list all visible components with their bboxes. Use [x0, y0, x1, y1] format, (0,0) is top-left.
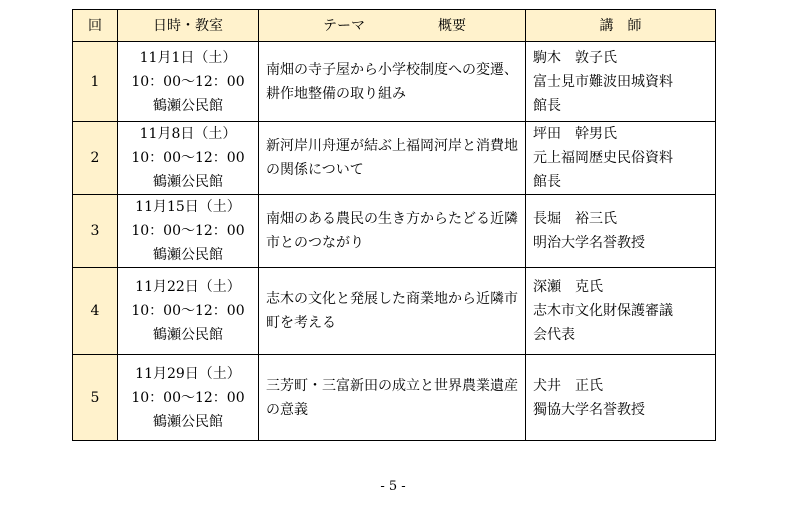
lecturer-cell	[526, 268, 716, 355]
round-number: 5	[73, 355, 118, 441]
session-date: 11月8日（土）	[139, 126, 237, 142]
datetime-cell	[118, 122, 259, 195]
datetime-cell	[118, 268, 259, 355]
session-date: 11月22日（土）	[135, 279, 241, 295]
session-place: 鶴瀬公民館	[153, 174, 223, 190]
table-row	[73, 268, 716, 355]
session-date: 11月29日（土）	[135, 365, 241, 382]
session-place: 鶴瀬公民館	[153, 247, 223, 263]
lecturer-cell	[526, 355, 716, 441]
session-place: 鶴瀬公民館	[153, 413, 223, 430]
table-header-row	[73, 10, 716, 42]
lecture-schedule-table	[72, 9, 716, 441]
lecturer-title-cont: 会代表	[533, 327, 575, 343]
header-lecturer: 講 師	[526, 10, 716, 42]
session-date: 11月1日（土）	[139, 49, 237, 66]
round-number: 3	[73, 195, 118, 268]
session-time: 10：00～12：00	[131, 303, 245, 319]
lecturer-name: 坪田 幹男氏	[533, 126, 617, 142]
table-row	[73, 355, 716, 441]
theme-cell: 南畑の寺子屋から小学校制度への変遷、耕作地整備の取り組み	[259, 42, 526, 122]
lecturer-cell	[526, 122, 716, 195]
datetime-cell	[118, 42, 259, 122]
header-summary: 概要	[438, 17, 466, 34]
lecturer-name: 駒木 敦子氏	[533, 49, 617, 66]
session-place: 鶴瀬公民館	[153, 97, 223, 114]
lecturer-title: 明治大学名誉教授	[533, 235, 645, 251]
lecturer-name: 犬井 正氏	[533, 377, 603, 394]
page-number: - 5 -	[380, 479, 406, 494]
session-time: 10：00～12：00	[131, 150, 245, 166]
lecturer-title-cont: 館長	[533, 97, 561, 114]
header-theme: テーマ	[323, 17, 365, 34]
table-row	[73, 122, 716, 195]
lecturer-name: 長堀 裕三氏	[533, 211, 617, 227]
round-number: 2	[73, 122, 118, 195]
session-time: 10：00～12：00	[131, 389, 245, 406]
theme-cell: 南畑のある農民の生き方からたどる近隣市とのつながり	[259, 195, 526, 268]
lecturer-name: 深瀬 克氏	[533, 279, 603, 295]
theme-cell: 新河岸川舟運が結ぶ上福岡河岸と消費地の関係について	[259, 122, 526, 195]
theme-cell: 三芳町・三富新田の成立と世界農業遺産の意義	[259, 355, 526, 441]
header-round: 回	[73, 10, 118, 42]
session-place: 鶴瀬公民館	[153, 327, 223, 343]
round-number: 1	[73, 42, 118, 122]
datetime-cell	[118, 195, 259, 268]
header-datetime-room: 日時・教室	[118, 10, 259, 42]
table-row	[73, 195, 716, 268]
table-row	[73, 42, 716, 122]
lecturer-title-cont: 館長	[533, 174, 561, 190]
round-number: 4	[73, 268, 118, 355]
session-time: 10：00～12：00	[131, 223, 245, 239]
lecturer-title: 富士見市難波田城資料	[533, 73, 673, 90]
datetime-cell	[118, 355, 259, 441]
lecturer-title: 獨協大学名誉教授	[533, 401, 645, 418]
session-date: 11月15日（土）	[135, 199, 241, 215]
lecturer-title: 志木市文化財保護審議	[533, 303, 673, 319]
lecturer-cell	[526, 195, 716, 268]
session-time: 10：00～12：00	[131, 73, 245, 90]
header-theme-summary	[259, 10, 526, 42]
lecturer-cell	[526, 42, 716, 122]
lecturer-title: 元上福岡歴史民俗資料	[533, 150, 673, 166]
theme-cell: 志木の文化と発展した商業地から近隣市町を考える	[259, 268, 526, 355]
